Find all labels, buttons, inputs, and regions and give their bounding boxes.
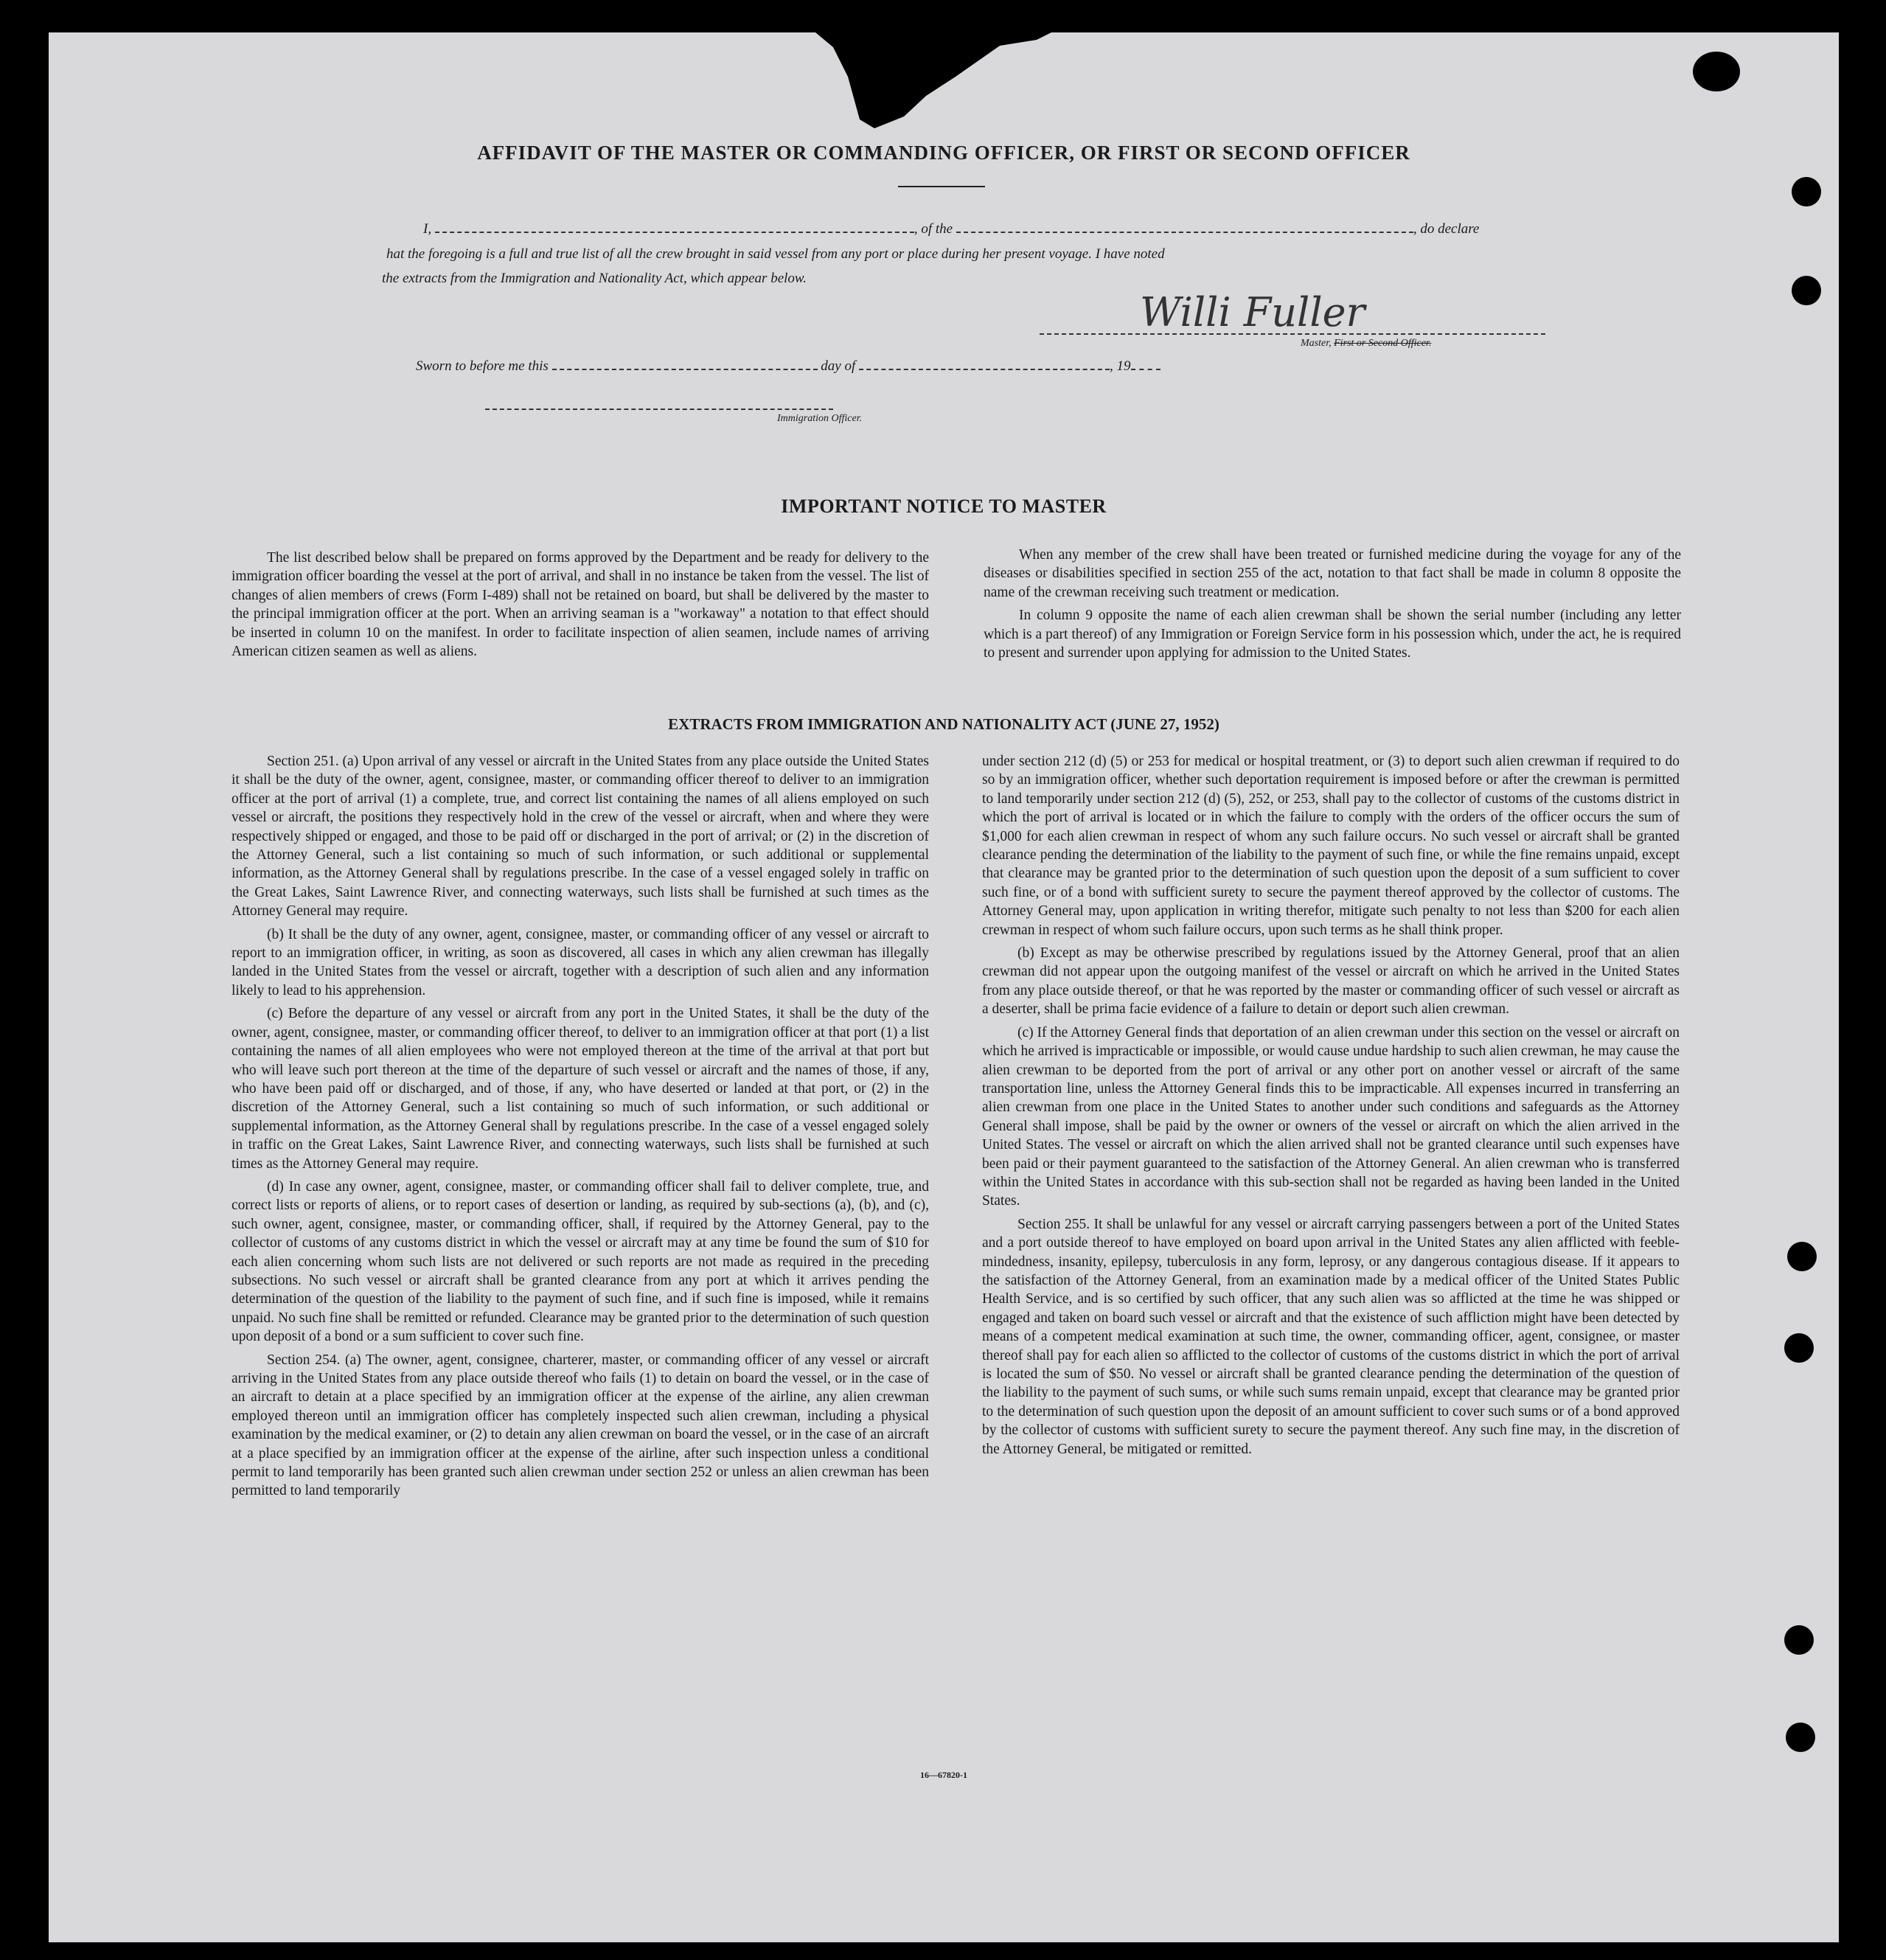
sworn-line xyxy=(416,358,1161,375)
extracts-right-column xyxy=(982,752,1680,1463)
torn-edge xyxy=(815,32,1051,136)
document-page xyxy=(49,32,1839,1942)
extracts-left-column xyxy=(232,752,929,1505)
day-of-label: day of xyxy=(821,358,856,374)
notice-title: IMPORTANT NOTICE TO MASTER xyxy=(781,496,1107,517)
punch-hole xyxy=(1792,276,1821,305)
notice-right-paragraph-2: In column 9 opposite the name of each alien crewman shall be shown the serial number (including any letter which is a part thereof) of any Immigration or Foreign Service form in his possession which, under the act, he is required to present and surrender upon applying for admission to the United States. xyxy=(984,608,1681,661)
year-label: , 19 xyxy=(1110,358,1131,374)
name-field[interactable] xyxy=(435,232,914,233)
section-254-b: (b) Except as may be otherwise prescribed by regulations issued by the Attorney General, proof that an alien crewman did not appear upon the outgoing manifest of the vessel or aircraft on which he arrived in the United States from any place outside thereof, or that he was reported by the master or commanding officer of such vessel or aircraft as a deserter, shall be prima facie evidence of a failure to detain or deport such alien crewman. xyxy=(982,945,1680,1018)
punch-hole xyxy=(1792,177,1821,206)
punch-hole xyxy=(1786,1723,1815,1752)
declaration-line xyxy=(423,221,1596,237)
title-rule xyxy=(898,186,985,187)
decl-i: I, xyxy=(423,221,432,237)
section-255: Section 255. It shall be unlawful for any vessel or aircraft carrying passengers between a port of the United States and a port outside thereof to have employed on board upon arrival in the United States any alien afflicted with feeble-mindedness, insanity, epilepsy, tuberculosis in any form, leprosy, or any dangerous contagious disease. If it appears to the satisfaction of the Attorney General, from an examination made by a medical officer of the United States Public Health Service, and is so certified by such officer, that any such alien was so afflicted at the time he was shipped or engaged and taken on board such vessel or aircraft and that the existence of such affliction might have been detected by means of a competent medical examination at such time, the owner, commanding officer, agent, consignee, or master thereof shall pay for each alien so afflicted to the collector of customs of the customs district in which the port of arrival is located the sum of $50. No vessel or aircraft shall be granted clearance pending the determination of the question of the liability to the payment of such sums, or while such sums remain unpaid, except that clearance may be granted prior to the determination of such question upon the deposit of an amount sufficient to cover such sums or of a bond approved by the collector of customs with sufficient surety to secure the payment thereof. Any such fine may, in the discretion of the Attorney General, be mitigated or remitted. xyxy=(982,1216,1680,1457)
section-254-a: Section 254. (a) The owner, agent, consignee, charterer, master, or commanding officer of any vessel or aircraft arriving in the United States from any place outside thereof who fails (1) to detain on board the vessel, or in the case of an aircraft to detain at a place specified by an immigration officer at the expense of the airline, any alien crewman employed thereon until an immigration officer has completely inspected such alien crewman, including a physical examination by the medical examiner, or (2) to detain any alien crewman on board the vessel, or in the case of an aircraft at a place specified by an immigration officer at the expense of the airline, after such inspection unless a conditional permit to land temporarily has been granted such alien crewman under section 252 or unless an alien crewman has been permitted to land temporarily xyxy=(232,1352,929,1499)
section-251-c: (c) Before the departure of any vessel or aircraft from any port in the United States, it shall be the duty of the owner, agent, consignee, master, or commanding officer thereof, to deliver to an immigration officer at that port (1) a list containing the names of all alien employees who were not employed thereon at the time of the arrival at that port but who will leave such port thereon at the time of the departure of such vessel or aircraft and the names of those, if any, who have been paid off or discharged, and of those, if any, who have deserted or landed at that port, or (2) in the discretion of the Attorney General, such a list containing so much of such information, or such additional or supplemental information, as the Attorney General shall by regulations prescribe. In the case of a vessel engaged solely in traffic on the Great Lakes, Saint Lawrence River, and connecting waterways, such lists shall be furnished at such times as the Attorney General may require. xyxy=(232,1006,929,1172)
master-label xyxy=(1301,338,1431,350)
signature: Willi Fuller xyxy=(1140,289,1365,336)
notice-right-paragraph-1: When any member of the crew shall have been treated or furnished medicine during the voyage for any of the diseases or disabilities specified in section 255 of the act, notation to that fact shall be made in column 8 opposite the name of the crewman receiving such treatment or medication. xyxy=(984,547,1681,600)
affidavit-title: AFFIDAVIT OF THE MASTER OR COMMANDING OFFICER, OR FIRST OR SECOND OFFICER xyxy=(477,142,1410,164)
form-number: 16—67820-1 xyxy=(920,1770,967,1780)
vessel-field[interactable] xyxy=(956,232,1413,233)
notice-left-paragraph: The list described below shall be prepared on forms approved by the Department and be ready for delivery to the immigration officer boarding the vessel at the port of arrival, and shall in no instance be taken from the vessel. The list of changes of alien members of crews (Form I-489) shall not be retained on board, but shall be delivered by the master to the principal immigration officer at the port. When an arriving seaman is a "workaway" a notation to that effect should be inserted in column 10 on the manifest. In order to facilitate inspection of alien seamen, include names of arriving American citizen seamen as well as aliens. xyxy=(232,550,929,660)
year-field[interactable] xyxy=(1131,369,1161,370)
declaration-line-2: hat the foregoing is a full and true list of all the crew brought in said vessel from any port or place during her present voyage. I have noted xyxy=(386,246,1165,262)
section-254-c: (c) If the Attorney General finds that deportation of an alien crewman under this section on the vessel or aircraft on which he arrived is impracticable or impossible, or would cause undue hardship to such alien crewman, he may cause the alien crewman to be deported from the port of arrival or any other port on another vessel or aircraft of the same transportation line, unless the Attorney General finds this to be impracticable. All expenses incurred in transferring an alien crewman from one place in the United States to another under such conditions and safeguards as the Attorney General shall impose, shall be paid by the owner or owners of the vessel or aircraft on which the alien arrived in the United States. The vessel or aircraft on which the alien arrived shall not be granted clearance until such expenses have been paid or their payment guaranteed to the satisfaction of the Attorney General. An alien crewman who is transferred within the United States in accordance with this sub-section shall not be regarded as having been landed in the United States. xyxy=(982,1024,1680,1209)
decl-of-the: , of the xyxy=(914,221,953,237)
sworn-month-field[interactable] xyxy=(859,369,1110,370)
immigration-officer-label: Immigration Officer. xyxy=(777,413,863,424)
officer-signature-line xyxy=(485,409,833,410)
punch-hole xyxy=(1784,1333,1814,1363)
decl-do-declare: , do declare xyxy=(1413,221,1480,237)
sworn-day-field[interactable] xyxy=(552,369,818,370)
section-251-a: Section 251. (a) Upon arrival of any vessel or aircraft in the United States from any place outside the United States it shall be the duty of the owner, agent, consignee, master, or commanding officer thereof to deliver to an immigration officer at the port of arrival (1) a complete, true, and correct list containing the names of all aliens employed on such vessel or aircraft, the positions they respectively hold in the crew of the vessel or aircraft, when and where they were respectively shipped or engaged, and those to be paid off or discharged in the port of arrival; or (2) in the discretion of the Attorney General, such a list containing so much of such information, or such additional or supplemental information, as the Attorney General shall by regulations prescribe. In the case of a vessel engaged solely in traffic on the Great Lakes, Saint Lawrence River, and connecting waterways, such lists shall be furnished at such times as the Attorney General may require. xyxy=(232,754,929,920)
punch-hole xyxy=(1693,52,1740,91)
section-254-a-continued: under section 212 (d) (5) or 253 for medical or hospital treatment, or (3) to deport such alien crewman if required to do so by an immigration officer, whether such deportation requirement is imposed before or after the crewman is permitted to land temporarily under section 212 (d) (5), 252, or 253, shall pay to the collector of customs of the customs district in which the port of arrival is located or in which the failure to comply with the orders of the officer occurs the sum of $1,000 for each alien crewman in respect of whom any such failure occurs. No such vessel or aircraft shall be granted clearance pending the determination of the liability to the payment of such fine, or while the fine remains unpaid, except that clearance may be granted prior to the determination of such question upon the deposit of a sum sufficient to cover such fine, or of a bond with sufficient surety to secure the payment thereof approved by the collector of customs. The Attorney General may, upon application in writing therefor, mitigate such penalty to not less than $200 for each alien crewman in respect of whom such failure occurs, upon such terms as he shall think proper. xyxy=(982,754,1680,938)
declaration-line-3: the extracts from the Immigration and Nationality Act, which appear below. xyxy=(382,271,807,286)
section-251-d: (d) In case any owner, agent, consignee, master, or commanding officer shall fail to deliver complete, true, and correct lists or reports of aliens, or to report cases of desertion or landing, as required by sub-sections (a), (b), and (c), such owner, agent, consignee, master, or commanding officer, shall, if required by the Attorney General, pay to the collector of customs of any customs district in which the vessel or aircraft may at any time be found the sum of $10 for each alien concerning whom such lists are not delivered or such reports are not made as required in the preceding subsections. No such vessel or aircraft shall be granted clearance from any port at which it arrives pending the determination of the question of the liability to the payment of such fine, and if such fine is imposed, while it remains unpaid. No such fine shall be remitted or refunded. Clearance may be granted prior to the determination of such question upon deposit of a bond or a sum sufficient to cover such fine. xyxy=(232,1178,929,1345)
struck-officer-text: First or Second Officer. xyxy=(1334,338,1432,349)
section-251-b: (b) It shall be the duty of any owner, agent, consignee, master, or commanding officer of any vessel or aircraft to report to an immigration officer, in writing, as soon as discovered, all cases in which any alien crewman has illegally landed in the United States from the vessel or aircraft, together with a description of such alien and any information likely to lead to his apprehension. xyxy=(232,926,929,998)
punch-hole xyxy=(1787,1242,1817,1271)
notice-right-column xyxy=(984,546,1681,667)
signature-line xyxy=(1040,333,1545,335)
notice-left-column xyxy=(232,549,929,665)
master-text: Master, xyxy=(1301,338,1332,349)
punch-hole xyxy=(1784,1625,1814,1655)
extracts-title: EXTRACTS FROM IMMIGRATION AND NATIONALITY ACT (JUNE 27, 1952) xyxy=(668,715,1219,733)
sworn-label: Sworn to before me this xyxy=(416,358,549,374)
